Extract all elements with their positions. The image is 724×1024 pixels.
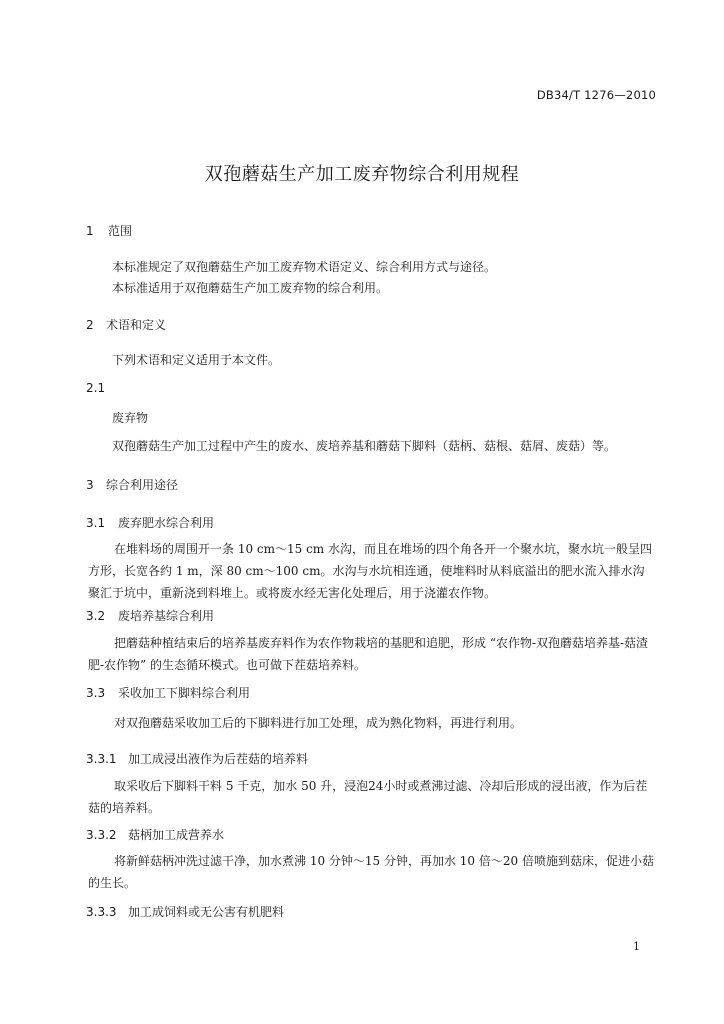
section-number: 3.3 xyxy=(86,686,106,700)
paragraph: 下列术语和定义适用于本文件。 xyxy=(112,353,281,367)
section-3-1-heading xyxy=(86,514,214,531)
section-3-3-heading xyxy=(86,684,250,701)
section-number: 3.1 xyxy=(86,516,106,530)
section-3-3-2-heading xyxy=(86,826,224,843)
section-title: 范围 xyxy=(108,224,133,238)
section-2-1-heading xyxy=(86,381,105,395)
section-2-heading xyxy=(86,316,166,333)
section-title: 废培养基综合利用 xyxy=(118,609,215,623)
section-3-2-heading xyxy=(86,607,214,624)
section-number: 2.1 xyxy=(86,381,106,395)
paragraph: 本标准适用于双孢蘑菇生产加工废弃物的综合利用。 xyxy=(112,281,389,295)
section-number: 3.3.3 xyxy=(86,905,117,919)
document-title: 双孢蘑菇生产加工废弃物综合利用规程 xyxy=(204,164,520,185)
section-number: 3.2 xyxy=(86,609,106,623)
paragraph: 将新鲜菇柄冲洗过滤干净，加水煮沸 10 分钟～15 分钟，再加水 10 倍～20 倍喷施到菇床，促进小菇的生长。 xyxy=(88,854,654,890)
section-title: 综合利用途径 xyxy=(106,478,179,492)
document-code: DB34/T 1276—2010 xyxy=(536,88,656,102)
section-title: 加工成饲料或无公害有机肥料 xyxy=(128,905,285,919)
paragraph: 取采收后下脚料干料 5 千克，加水 50 升，浸泡24小时或煮沸过滤、冷却后形成的浸出液，作为后茬菇的培养料。 xyxy=(88,779,648,815)
section-3-heading xyxy=(86,476,178,493)
section-title: 术语和定义 xyxy=(106,318,167,332)
section-title: 采收加工下脚料综合利用 xyxy=(118,686,251,700)
term-definition: 双孢蘑菇生产加工过程中产生的废水、废培养基和蘑菇下脚料（菇柄、菇根、菇屑、废菇）等。 xyxy=(112,439,617,453)
paragraph: 在堆料场的周围开一条 10 cm～15 cm 水沟，而且在堆场的四个角各开一个聚水坑，聚水坑一般呈四方形，长宽各约 1 m，深 80 cm～100 cm。水沟与水坑相连通，使堆料时从料底溢出的肥水流入排水沟聚汇于坑中，重新浇到料堆上。或将废水经无害化处理后，用于浇灌农作物。 xyxy=(88,542,652,600)
paragraph: 对双孢蘑菇采收加工后的下脚料进行加工处理，成为熟化物料，再进行利用。 xyxy=(114,716,523,730)
section-number: 2 xyxy=(86,318,94,332)
paragraph: 把蘑菇种植结束后的培养基废弃料作为农作物栽培的基肥和追肥，形成 “农作物-双孢蘑菇培养基-菇渣肥-农作物” 的生态循环模式。也可做下茬菇培养料。 xyxy=(88,636,649,672)
section-title: 加工成浸出液作为后茬菇的培养料 xyxy=(128,752,309,766)
section-number: 3.3.2 xyxy=(86,828,117,842)
section-title: 废弃肥水综合利用 xyxy=(118,516,215,530)
term: 废弃物 xyxy=(112,411,149,425)
section-1-heading xyxy=(86,222,132,239)
section-3-3-3-heading xyxy=(86,903,284,920)
section-number: 3 xyxy=(86,478,94,492)
page-number: 1 xyxy=(633,940,640,953)
section-number: 1 xyxy=(86,224,94,238)
paragraph: 本标准规定了双孢蘑菇生产加工废弃物术语定义、综合利用方式与途径。 xyxy=(112,260,497,274)
section-number: 3.3.1 xyxy=(86,752,117,766)
section-title: 菇柄加工成营养水 xyxy=(128,828,225,842)
section-3-3-1-heading xyxy=(86,750,308,767)
